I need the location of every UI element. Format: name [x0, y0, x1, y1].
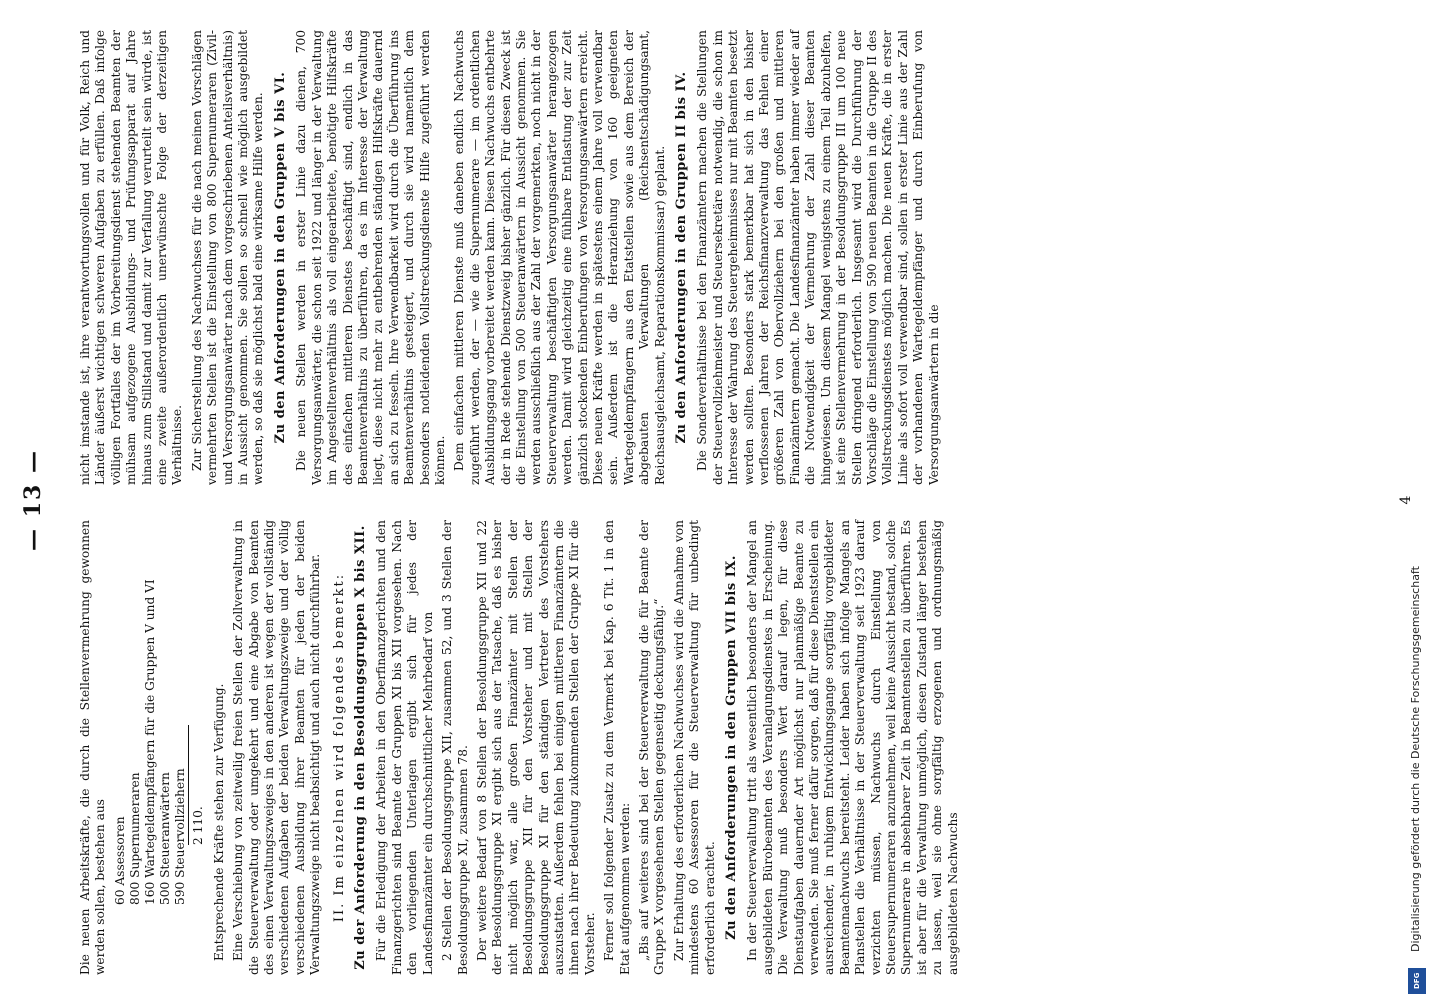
staff-list [113, 520, 206, 905]
dfg-logo-icon: DFG [1408, 968, 1426, 994]
subsection-heading: Zu den Anforderungen in den Gruppen VII bis IX. [724, 555, 739, 940]
paragraph: Der weitere Bedarf von 8 Stellen der Besoldungsgruppe XII und 22 der Besoldungsgruppe XI ergibt sich aus der Tatsache, daß es bisher nicht möglich war, alle großen Finanzämter mit Stellen der Besoldungsgruppe XII für den Vorsteher und mit Stellen der Besoldungsgruppe XI für den ständigen Vertreter des Vorstehers auszustatten. Außerdem fehlen bei einigen mittleren Finanzämtern die ihnen nach ihrer Bedeutung zukommenden Stellen der Gruppe XI für die Vorsteher. [474, 520, 597, 975]
subsection-heading: Zu der Anforderung in den Besoldungsgruppen X bis XII. [353, 525, 369, 970]
list-item: 60 Assessoren [112, 816, 127, 905]
paragraph: Die neuen Stellen werden in erster Linie dazu dienen, 700 Versorgungsanwärter, die schon seit 1922 und länger in der Verwaltung im Angestelltenverhältnis als voll eingearbeitete, benötigte Hilfskräfte des einfachen mittleren Dienstes beschäftigt sind, endlich in das Beamtenverhältnis zu überführen, da es im Interesse der Verwaltung liegt, diese nicht mehr zu entbehrenden ständigen Hilfskräfte dauernd an sich zu fesseln. Ihre Verwendbarkeit wird durch die Überführung ins Beamtenverhältnis gesteigert, und durch sie wird namentlich dem besonders notleidenden Vollstreckungsdienste Hilfe zugeführt werden können. [294, 30, 447, 485]
page-number: — 13 — [20, 449, 46, 551]
intro-paragraph: Die neuen Arbeitskräfte, die durch die Stellenvermehrung gewonnen werden sollen, bestehen aus [78, 520, 108, 975]
list-item: 800 Supernumeraren [127, 772, 142, 905]
paragraph: Eine Verschiebung von zeitweilig freien Stellen der Zollverwaltung in die Steuerverwaltung oder umgekehrt und eine Abgabe von Beamten des einen Verwaltungszweiges in den anderen ist wegen der vollständig verschiedenen Aufgaben der beiden Verwaltungszweige und der völlig verschiedenen Ausbildung ihrer Beamten für jeden der beiden Verwaltungszweige nicht beabsichtigt und auch nicht durchführbar. [231, 520, 323, 975]
paragraph: Entsprechende Kräfte stehen zur Verfügung. [211, 683, 226, 961]
digitization-credit: Digitalisierung gefördert durch die Deutsche Forschungsgemeinschaft [1409, 566, 1422, 952]
list-item: 590 Steuervollziehern [172, 768, 187, 905]
subsection-heading: Zu den Anforderungen in den Gruppen II bis IV. [674, 71, 690, 444]
digitization-sidebar [1405, 0, 1430, 1000]
list-item: 160 Wartegeldempfängern für die Gruppen V und VI [142, 579, 157, 905]
paragraph: Zur Erhaltung des erforderlichen Nachwuchses wird die Annahme von mindestens 60 Assessoren für die Steuerverwaltung für unbedingt erforderlich erachtet. [671, 520, 717, 975]
list-total: 2 110. [188, 725, 206, 845]
paragraph: 2 Stellen der Besoldungsgruppe XII, zusammen 52, und 3 Stellen der Besoldungsgruppe XI, zusammen 78. [440, 520, 470, 975]
section-heading: II. Im einzelnen wird folgendes bemerkt: [331, 572, 347, 923]
paragraph: Für die Erledigung der Arbeiten in den Oberfinanzgerichten und den Finanzgerichten sind Beamte der Gruppen XI bis XII vorgesehen. Nach den vorliegenden Unterlagen ergibt sich für jedes der Landesfinanzämter ein durchschnittlicher Mehrbedarf von [374, 520, 435, 975]
list-item: 500 Steueranwärtern [157, 772, 172, 905]
paragraph: „Bis auf weiteres sind bei der Steuerverwaltung die für Beamte der Gruppe X vorgesehenen Stellen gegenseitig deckungsfähig.“ [636, 520, 667, 975]
subsection-heading: Zu den Anforderungen in den Gruppen V bis VI. [272, 71, 288, 444]
paragraph: Dem einfachen mittleren Dienste muß daneben endlich Nachwuchs zugeführt werden, der — wie die Supernumerare — im ordentlichen Ausbildungsgang vorbereitet werden kann. Diesen Nachwuchs entbehrte der in Rede stehende Dienstzweig bisher gänzlich. Für diesen Zweck ist die Einstellung von 500 Steueranwärtern in Aussicht genommen. Sie werden ausschließlich aus der Zahl der vorgemerkten, noch nicht in der Steuerverwaltung beschäftigten Versorgungsanwärter herangezogen werden. Damit wird gleichzeitig eine fühlbare Entlastung der zur Zeit gänzlich stockenden Einberufungen von Versorgungsanwärtern erreicht. Diese neuen Kräfte werden in spätestens einem Jahre voll verwendbar sein. Außerdem ist die Heranziehung von 160 geeigneten Wartegeldempfängern aus den Etatstellen sowie aus dem Bereich der abgebauten Verwaltungen (Reichsentschädigungsamt, Reichsausgleichsamt, Reparationskommissar) geplant. [452, 30, 667, 485]
footer-number: 4 [1398, 495, 1414, 505]
paragraph: In der Steuerverwaltung tritt als wesentlich besonders der Mangel an ausgebildeten Bürobeamten des Veranlagungsdienstes in Erscheinung. Die Verwaltung muß besonders Wert darauf legen, für diese Dienstaufgaben dauernder Art möglichst nur planmäßige Beamte zu verwenden. Sie muß ferner dafür sorgen, daß für diese Dienststellen ein ausreichender, in ruhigem Entwicklungsgange sorgfältig vorgebildeter Beamtennachwuchs bereitsteht. Leider haben sich infolge Mangels an Planstellen die Verhältnisse in der Steuerverwaltung seit 1923 darauf verzichten müssen, Nachwuchs durch Einstellung von Steuersupernumeraren anzunehmen, weil keine Aussicht bestand, solche Supernumerare in absehbarer Zeit in Beamtenstellen zu überführen. Es ist aber für die Verwaltung unmöglich, diesen Zustand länger bestehen zu lassen, weil sie ohne sorgfältig erzogenen und ordnungsmäßig ausgebildeten Nachwuchs [745, 520, 960, 975]
paragraph: Ferner soll folgender Zusatz zu dem Vermerk bei Kap. 6 Tit. 1 in den Etat aufgenommen werden: [602, 520, 632, 975]
paragraph: Zur Sicherstellung des Nachwuchses für die nach meinen Vorschlägen vermehrten Stellen ist die Einstellung von 800 Supernumeraren (Zivil- und Versorgungsanwärter nach dem vorgeschriebenen Anteilsverhältnis) in Aussicht genommen. Sie sollen so schnell wie möglich ausgebildet werden, so daß sie möglichst bald eine wirksame Hilfe werden. [189, 30, 266, 485]
paragraph: nicht imstande ist, ihre verantwortungsvollen und für Volk, Reich und Länder äußerst wichtigen schweren Aufgaben zu erfüllen. Daß infolge völligen Fortfalles der im Vorbereitungsdienst stehenden Beamten der mühsam aufgezogene Ausbildungs- und Prüfungsapparat auf Jahre hinaus zum Stillstand und damit zur Verfallung verurteilt sein würde, ist eine zweite außerordentlich unerwünschte Folge der derzeitigen Verhältnisse. [78, 30, 185, 485]
right-column [78, 30, 946, 485]
paragraph: Die Sonderverhältnisse bei den Finanzämtern machen die Stellungen der Steuervollziehmeister und Steuersekretäre notwendig, die schon im Interesse der Wahrung des Steuergeheimnisses nur mit Beamten besetzt werden sollten. Besonders stark bemerkbar hat sich in den bisher verflossenen Jahren der Reichsfinanzverwaltung das Fehlen einer größeren Zahl von Obervollziehern bei den großen und mittleren Finanzämtern gemacht. Die Landesfinanzämter haben immer wieder auf die Notwendigkeit der Vermehrung der Zahl dieser Beamten hingewiesen. Um diesem Mangel wenigstens zu einem Teil abzuhelfen, ist eine Stellenvermehrung in der Besoldungsgruppe III um 100 neue Stellen dringend erforderlich. Insgesamt wird die Durchführung der Vorschläge die Einstellung von 590 neuen Beamten in die Gruppe II des Vollstreckungsdienstes möglich machen. Die neuen Kräfte, die in erster Linie als sofort voll verwendbar sind, sollen in erster Linie aus der Zahl der vorhandenen Wartegeldempfänger und durch Einberufung von Versorgungsanwärtern in die [695, 30, 941, 485]
left-column [78, 520, 965, 975]
